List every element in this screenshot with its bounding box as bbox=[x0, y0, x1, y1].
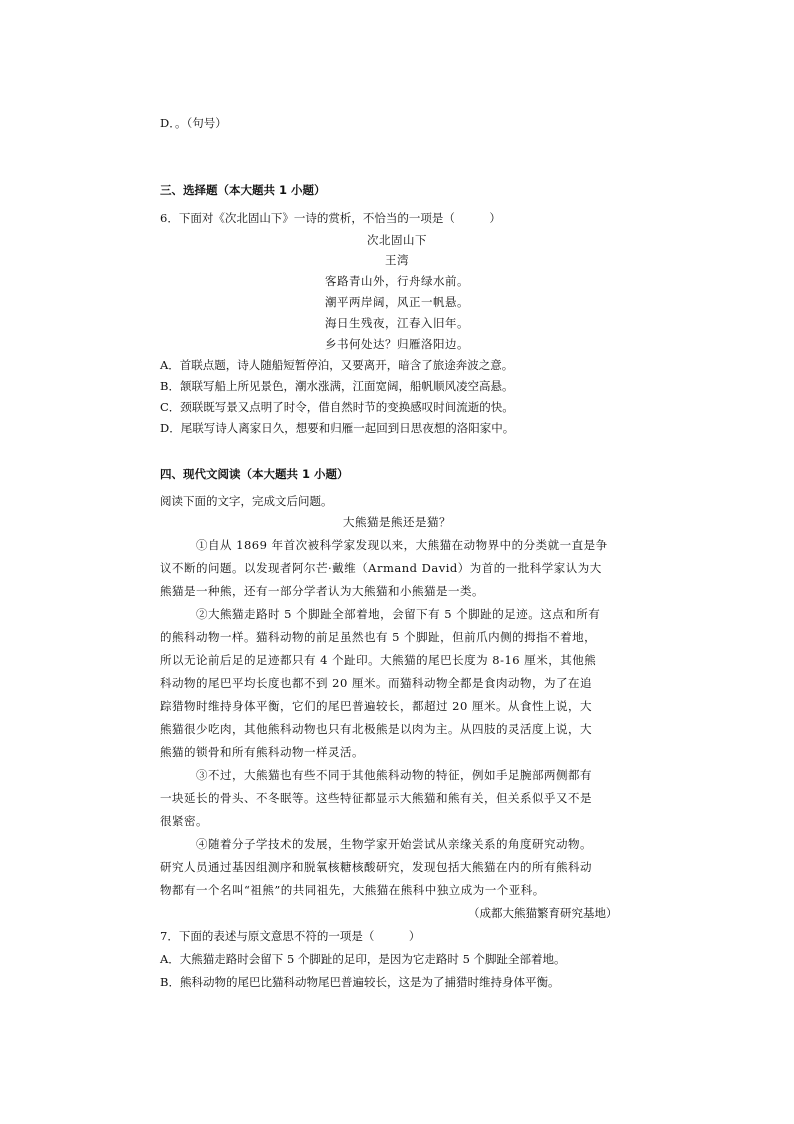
section3-heading: 三、选择题（本大题共 1 小题） bbox=[160, 183, 326, 197]
reading-instruction: 阅读下面的文字，完成文后问题。 bbox=[160, 494, 333, 508]
poem-line: 海日生残夜，江春入旧年。 bbox=[325, 316, 469, 330]
poem-author: 王湾 bbox=[385, 253, 409, 267]
article-line: ③不过，大熊猫也有些不同于其他熊科动物的特征，例如手足腕部两侧都有 bbox=[196, 768, 592, 782]
article-line: 科动物的尾巴平均长度也都不到 20 厘米。而猫科动物全都是食肉动物，为了在追 bbox=[160, 676, 592, 690]
article-line: 议不断的问题。以发现者阿尔芒·戴维（Armand David）为首的一批科学家认为大 bbox=[160, 561, 602, 575]
article-line: 熊猫的锁骨和所有熊科动物一样灵活。 bbox=[160, 745, 364, 759]
article-line: 研究人员通过基因组测序和脱氧核糖核酸研究，发现包括大熊猫在内的所有熊科动 bbox=[160, 860, 592, 874]
article-line: 所以无论前后足的足迹都只有 4 个趾印。大熊猫的尾巴长度为 8-16 厘米，其他熊 bbox=[160, 653, 597, 667]
article-line: 的熊科动物一样。猫科动物的前足虽然也有 5 个脚趾，但前爪内侧的拇指不着地， bbox=[160, 630, 597, 644]
q6-option-a: A．首联点题，诗人随船短暂停泊，又要离开，暗含了旅途奔波之意。 bbox=[160, 358, 514, 372]
q6-option-c: C．颈联既写景又点明了时令，借自然时节的变换感叹时间流逝的快。 bbox=[160, 400, 514, 414]
q6-option-d: D．尾联写诗人离家日久，想要和归雁一起回到日思夜想的洛阳家中。 bbox=[160, 421, 515, 435]
poem-line: 潮平两岸阔，风正一帆悬。 bbox=[325, 295, 469, 309]
q7-option-a: A．大熊猫走路时会留下 5 个脚趾的足印，是因为它走路时 5 个脚趾全部着地。 bbox=[160, 952, 566, 966]
article-line: 踪猎物时维持身体平衡，它们的尾巴普遍较长，都超过 20 厘米。从食性上说，大 bbox=[160, 699, 592, 713]
article-title: 大熊猫是熊还是猫？ bbox=[343, 515, 451, 529]
question-7: 7．下面的表述与原文意思不符的一项是（ ） bbox=[160, 929, 421, 943]
poem-title: 次北固山下 bbox=[367, 233, 427, 247]
article-line: 一块延长的骨头、不冬眠等。这些特征都显示大熊猫和熊有关，但关系似乎又不是 bbox=[160, 791, 592, 805]
article-line: 熊猫很少吃肉，其他熊科动物也只有北极熊是以肉为主。从四肢的灵活度上说，大 bbox=[160, 722, 592, 736]
q7-option-b: B．熊科动物的尾巴比猫科动物尾巴普遍较长，这是为了捕猎时维持身体平衡。 bbox=[160, 975, 560, 989]
article-line: 物都有一个名叫“祖熊”的共同祖先，大熊猫在熊科中独立成为一个亚科。 bbox=[160, 883, 545, 897]
article-line: ④随着分子学技术的发展，生物学家开始尝试从亲缘关系的角度研究动物。 bbox=[196, 837, 592, 851]
article-line: ①自从 1869 年首次被科学家发现以来，大熊猫在动物界中的分类就一直是争 bbox=[196, 538, 608, 552]
section4-heading: 四、现代文阅读（本大题共 1 小题） bbox=[160, 467, 349, 481]
poem-line: 乡书何处达？归雁洛阳边。 bbox=[325, 337, 469, 351]
article-line: 熊猫是一种熊，还有一部分学者认为大熊猫和小熊猫是一类。 bbox=[160, 584, 484, 598]
q6-option-b: B．颔联写船上所见景色，潮水涨满，江面宽阔，船帆顺风凌空高悬。 bbox=[160, 379, 514, 393]
article-line: ②大熊猫走路时 5 个脚趾全部着地，会留下有 5 个脚趾的足迹。这点和所有 bbox=[196, 607, 601, 621]
article-line: 很紧密。 bbox=[160, 814, 208, 828]
article-source: （成都大熊猫繁育研究基地） bbox=[468, 906, 618, 920]
poem-line: 客路青山外，行舟绿水前。 bbox=[325, 274, 469, 288]
question-6: 6．下面对《次北固山下》一诗的赏析，不恰当的一项是（ ） bbox=[160, 211, 501, 225]
option-d-top: D．。（句号） bbox=[160, 116, 227, 130]
